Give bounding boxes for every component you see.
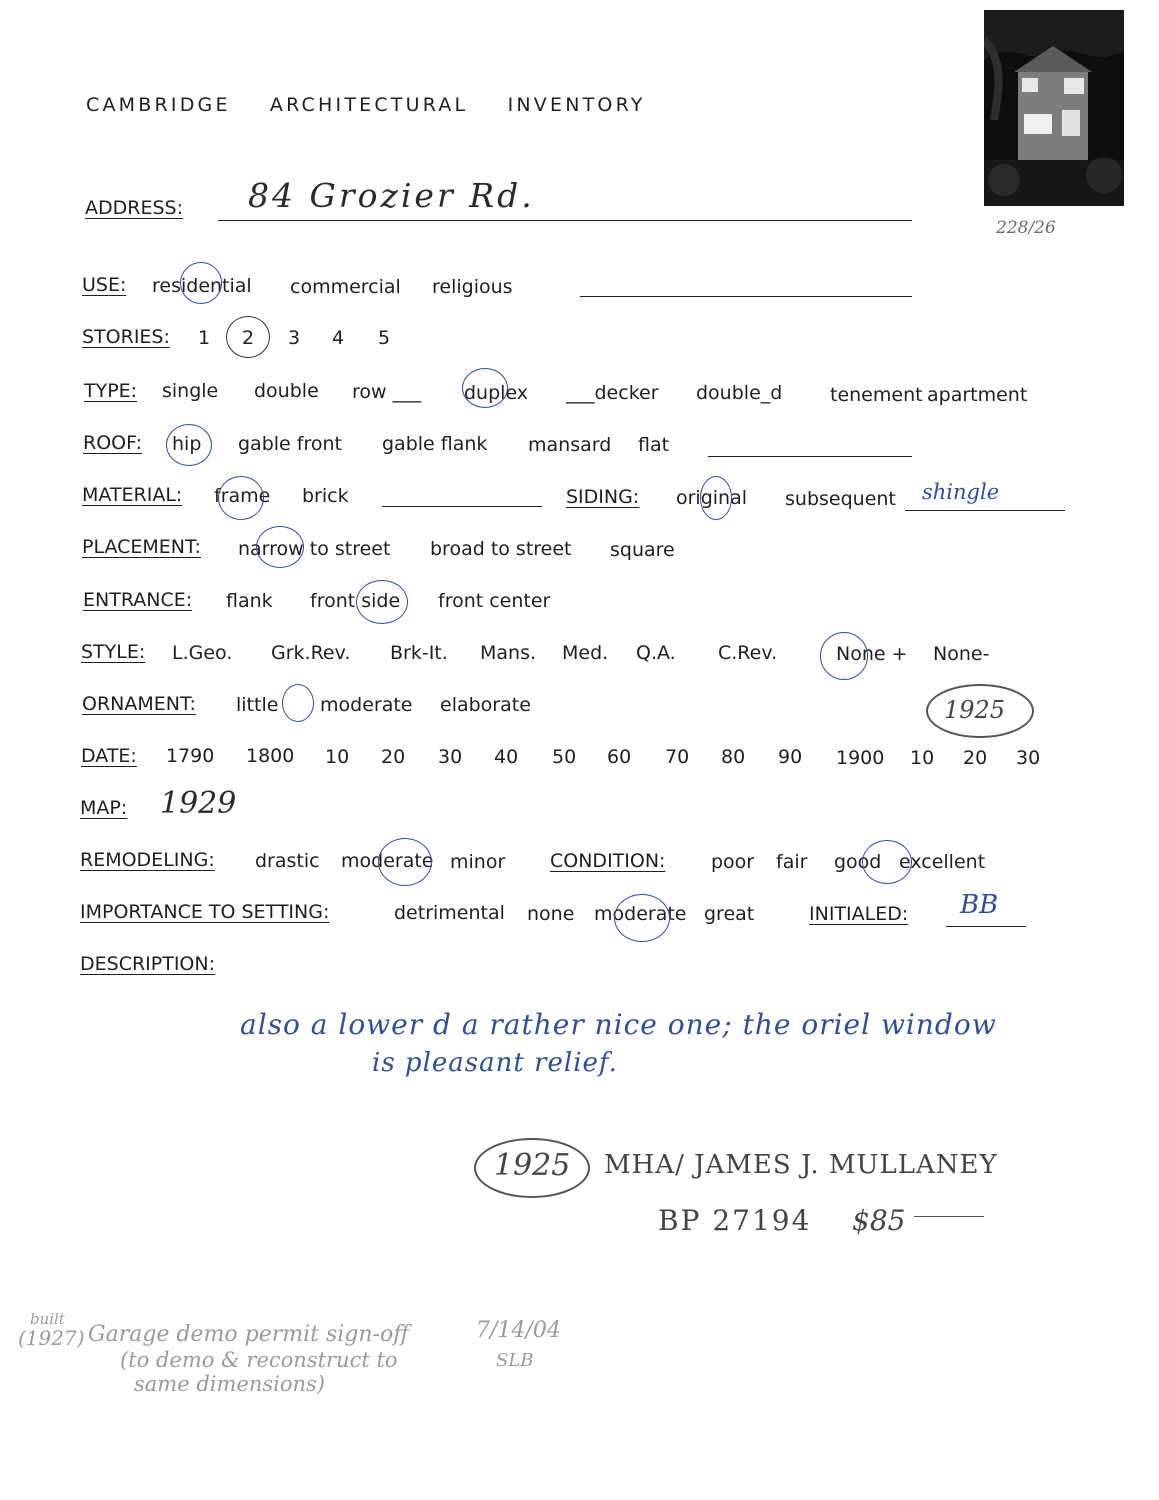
placement-option-square: square bbox=[610, 539, 675, 561]
roof-option-mansard: mansard bbox=[528, 434, 612, 456]
stories-option-2: 2 bbox=[242, 327, 255, 349]
ornament-label: ORNAMENT: bbox=[82, 693, 196, 715]
ornament-option-little: little bbox=[236, 694, 279, 716]
style-option-lgeo: L.Geo. bbox=[172, 642, 233, 664]
footnote-year: (1927) bbox=[18, 1326, 85, 1350]
description-line-1: also a lower d a rather nice one; the oriel window bbox=[240, 1008, 997, 1041]
date-option-70: 70 bbox=[665, 746, 690, 768]
importance-option-moderate: moderate bbox=[594, 903, 687, 925]
use-option-religious: religious bbox=[432, 276, 513, 298]
date-option-10: 10 bbox=[325, 746, 350, 768]
type-selection-circle bbox=[462, 368, 508, 408]
permit-bp-number: BP 27194 bbox=[658, 1204, 812, 1237]
house-photo-image bbox=[984, 10, 1124, 206]
use-selection-circle bbox=[180, 262, 222, 304]
material-option-brick: brick bbox=[302, 485, 349, 507]
placement-label: PLACEMENT: bbox=[82, 536, 201, 558]
use-option-commercial: commercial bbox=[290, 276, 401, 298]
roof-label: ROOF: bbox=[83, 432, 142, 454]
material-label: MATERIAL: bbox=[82, 484, 183, 506]
roof-option-gable-front: gable front bbox=[238, 433, 342, 455]
title-word-3: INVENTORY bbox=[507, 94, 646, 116]
remodeling-option-drastic: drastic bbox=[255, 850, 320, 872]
roof-option-gable-flank: gable flank bbox=[382, 433, 488, 455]
initialed-value: BB bbox=[960, 890, 999, 920]
siding-option-original: original bbox=[676, 487, 748, 509]
remodeling-selection-circle bbox=[378, 838, 432, 886]
type-option-duplex: duplex bbox=[464, 382, 529, 404]
type-option-row: row ___ bbox=[352, 381, 422, 403]
permit-builder: MHA/ JAMES J. MULLANEY bbox=[604, 1150, 998, 1180]
importance-option-detrimental: detrimental bbox=[394, 902, 505, 924]
footnote-line-1: Garage demo permit sign-off bbox=[88, 1322, 409, 1347]
date-label: DATE: bbox=[81, 745, 137, 767]
siding-label: SIDING: bbox=[566, 486, 640, 508]
title-word-1: CAMBRIDGE bbox=[86, 94, 231, 116]
date-option-1920: 20 bbox=[963, 747, 988, 769]
address-label: ADDRESS: bbox=[85, 197, 183, 219]
date-option-30: 30 bbox=[438, 746, 463, 768]
date-option-80: 80 bbox=[721, 746, 746, 768]
importance-selection-circle bbox=[614, 894, 670, 942]
footnote-line-2: (to demo & reconstruct to bbox=[120, 1348, 398, 1372]
stories-option-4: 4 bbox=[332, 327, 345, 349]
type-label: TYPE: bbox=[84, 380, 138, 402]
date-option-50: 50 bbox=[552, 746, 577, 768]
house-photo bbox=[984, 10, 1124, 206]
form-title bbox=[86, 94, 676, 116]
type-option-double-d: double_d bbox=[696, 382, 783, 404]
photo-number: 228/26 bbox=[996, 218, 1056, 238]
placement-option-broad: broad to street bbox=[430, 538, 572, 560]
style-option-crev: C.Rev. bbox=[718, 642, 778, 664]
style-selection-circle bbox=[820, 632, 868, 680]
style-option-none-minus: None- bbox=[933, 643, 990, 665]
date-option-60: 60 bbox=[607, 746, 632, 768]
ornament-selection-circle bbox=[282, 684, 314, 722]
placement-selection-circle bbox=[256, 526, 304, 568]
permit-cost-dash bbox=[914, 1216, 984, 1217]
permit-cost: $85 bbox=[852, 1204, 906, 1237]
remodeling-option-moderate: moderate bbox=[341, 850, 434, 872]
footnote-initials: SLB bbox=[496, 1350, 534, 1371]
condition-option-poor: poor bbox=[711, 851, 755, 873]
date-option-1910: 10 bbox=[910, 747, 935, 769]
stories-option-5: 5 bbox=[378, 327, 391, 349]
ornament-option-elaborate: elaborate bbox=[440, 694, 531, 716]
date-option-1790: 1790 bbox=[166, 745, 215, 767]
condition-option-fair: fair bbox=[776, 851, 808, 873]
description-line-2: is pleasant relief. bbox=[372, 1048, 618, 1078]
siding-option-subsequent: subsequent bbox=[785, 488, 896, 510]
stories-selection-circle bbox=[226, 316, 270, 358]
date-note: 1925 bbox=[944, 696, 1006, 724]
stories-option-3: 3 bbox=[288, 327, 301, 349]
type-option-apartment: apartment bbox=[927, 384, 1028, 406]
importance-option-none: none bbox=[527, 903, 575, 925]
entrance-option-flank: flank bbox=[226, 590, 273, 612]
type-option-single: single bbox=[162, 380, 219, 402]
date-option-1900: 1900 bbox=[836, 747, 885, 769]
entrance-selection-circle bbox=[356, 580, 408, 624]
style-option-none-plus: None + bbox=[836, 643, 908, 665]
style-option-qa: Q.A. bbox=[636, 642, 676, 664]
siding-selection-circle bbox=[700, 476, 732, 520]
date-option-20: 20 bbox=[381, 746, 406, 768]
use-blank-line bbox=[580, 296, 912, 297]
condition-selection-circle bbox=[862, 840, 912, 884]
map-value: 1929 bbox=[160, 786, 237, 821]
style-label: STYLE: bbox=[81, 641, 146, 663]
material-blank-line bbox=[382, 506, 542, 507]
entrance-option-front-side: front side bbox=[310, 590, 401, 612]
date-option-1930: 30 bbox=[1016, 747, 1041, 769]
condition-label: CONDITION: bbox=[550, 850, 666, 872]
roof-option-hip: hip bbox=[172, 433, 202, 455]
footnote-built: built bbox=[30, 1310, 65, 1328]
description-label: DESCRIPTION: bbox=[80, 953, 216, 975]
type-option-decker: ___decker bbox=[566, 382, 659, 404]
style-option-med: Med. bbox=[562, 642, 609, 664]
remodeling-option-minor: minor bbox=[450, 851, 506, 873]
initialed-line bbox=[946, 926, 1026, 927]
condition-option-good: good bbox=[834, 851, 882, 873]
style-option-mans: Mans. bbox=[480, 642, 537, 664]
roof-blank-line bbox=[708, 456, 912, 457]
footnote-date: 7/14/04 bbox=[476, 1318, 561, 1343]
importance-option-great: great bbox=[704, 903, 755, 925]
ornament-option-moderate: moderate bbox=[320, 694, 413, 716]
style-option-brkit: Brk-It. bbox=[390, 642, 448, 664]
address-value: 84 Grozier Rd. bbox=[248, 176, 535, 215]
entrance-label: ENTRANCE: bbox=[83, 589, 193, 611]
entrance-option-front-center: front center bbox=[438, 590, 551, 612]
type-option-tenement: tenement bbox=[830, 384, 923, 406]
placement-option-narrow: narrow to street bbox=[238, 538, 391, 560]
permit-year: 1925 bbox=[494, 1148, 571, 1183]
title-word-2: ARCHITECTURAL bbox=[269, 94, 469, 116]
use-option-residential: residential bbox=[152, 275, 252, 297]
date-option-1800: 1800 bbox=[246, 745, 295, 767]
condition-option-excellent: excellent bbox=[899, 851, 986, 873]
roof-option-flat: flat bbox=[638, 434, 670, 456]
siding-note: shingle bbox=[922, 480, 1000, 504]
initialed-label: INITIALED: bbox=[809, 903, 909, 925]
date-option-90: 90 bbox=[778, 746, 803, 768]
stories-label: STORIES: bbox=[82, 326, 170, 348]
material-option-frame: frame bbox=[214, 485, 271, 507]
material-selection-circle bbox=[218, 476, 264, 520]
address-line bbox=[218, 220, 912, 221]
style-option-grkrev: Grk.Rev. bbox=[271, 642, 351, 664]
map-label: MAP: bbox=[80, 797, 128, 819]
siding-blank-line bbox=[905, 510, 1065, 511]
use-label: USE: bbox=[82, 274, 127, 296]
importance-label: IMPORTANCE TO SETTING: bbox=[80, 901, 330, 923]
type-option-double: double bbox=[254, 380, 319, 402]
footnote-line-3: same dimensions) bbox=[134, 1372, 325, 1396]
roof-selection-circle bbox=[166, 424, 212, 466]
remodeling-label: REMODELING: bbox=[80, 849, 215, 871]
stories-option-1: 1 bbox=[198, 327, 211, 349]
date-option-40: 40 bbox=[494, 746, 519, 768]
